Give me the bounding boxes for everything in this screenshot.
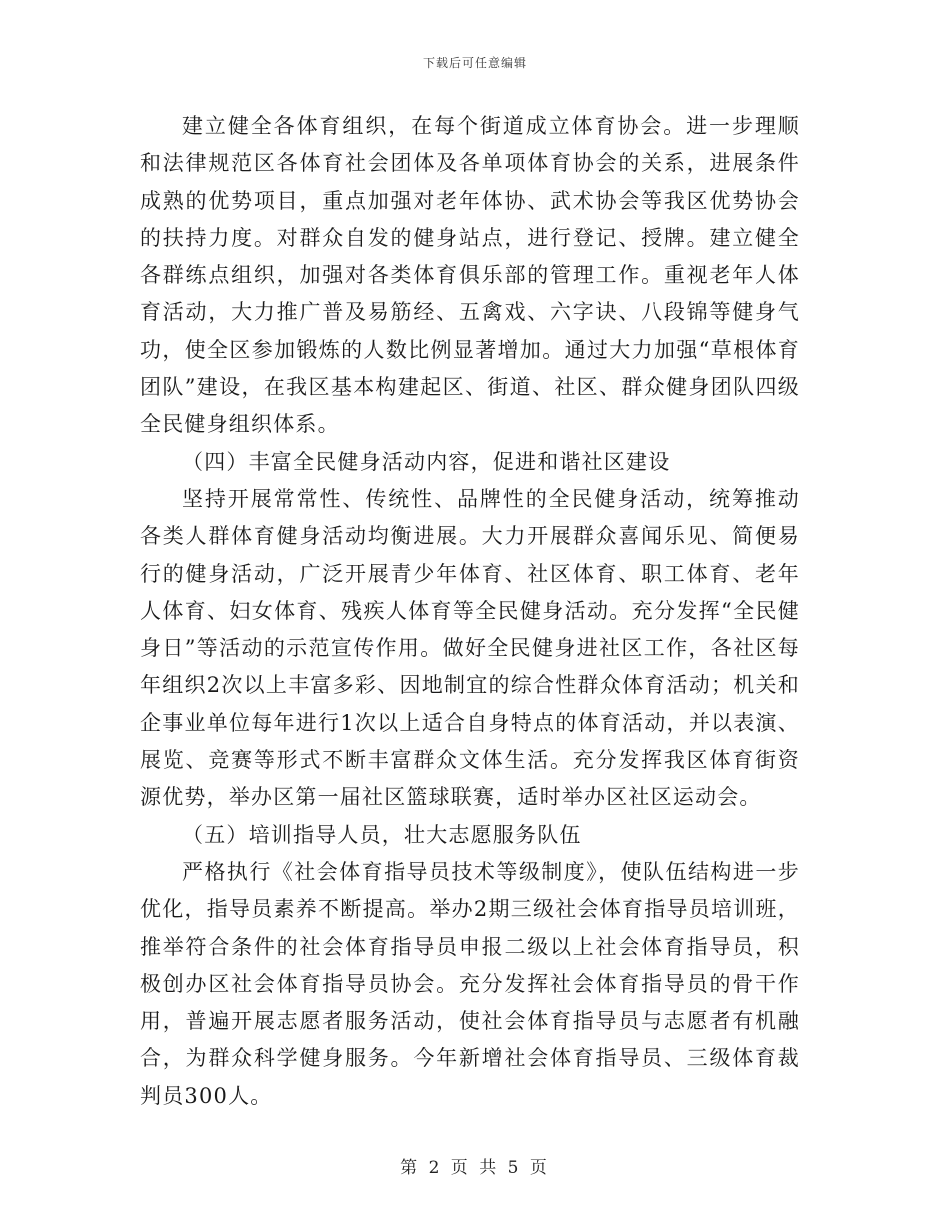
paragraph-organizations: 建立健全各体育组织，在每个街道成立体育协会。进一步理顺和法律规范区各体育社会团体及各单项体育协会的关系，进展条件成熟的优势项目，重点加强对老年体协、武术协会等我区优势协会的扶持力度。对群众自发的健身站点，进行登记、授牌。建立健全各群练点组织，加强对各类体育俱乐部的管理工作。重视老年人体育活动，大力推广普及易筋经、五禽戏、六字诀、八段锦等健身气功，使全区参加锻炼的人数比例显著增加。通过大力加强“草根体育团队”建设，在我区基本构建起区、街道、社区、群众健身团队四级全民健身组织体系。 [140, 114, 800, 437]
section-heading-5: （五）培训指导人员，壮大志愿服务队伍 [182, 822, 582, 847]
paragraph-activities: 坚持开展常常性、传统性、品牌性的全民健身活动，统筹推动各类人群体育健身活动均衡进展。大力开展群众喜闻乐见、简便易行的健身活动，广泛开展青少年体育、社区体育、职工体育、老年人体育、妇女体育、残疾人体育等全民健身活动。充分发挥“全民健身日”等活动的示范宣传作用。做好全民健身进社区工作，各社区每年组织2次以上丰富多彩、因地制宜的综合性群众体育活动；机关和企事业单位每年进行1次以上适合自身特点的体育活动，并以表演、展览、竞赛等形式不断丰富群众文体生活。充分发挥我区体育街资源优势，举办区第一届社区篮球联赛，适时举办区社区运动会。 [140, 486, 800, 810]
page-number: 第 2 页 共 5 页 [400, 1158, 550, 1178]
paragraph-instructors: 严格执行《社会体育指导员技术等级制度》，使队伍结构进一步优化，指导员素养不断提高。举办2期三级社会体育指导员培训班，推举符合条件的社会体育指导员申报二级以上社会体育指导员，积极创办区社会体育指导员协会。充分发挥社会体育指导员的骨干作用，普遍开展志愿者服务活动，使社会体育指导员与志愿者有机融合，为群众科学健身服务。今年新增社会体育指导员、三级体育裁判员300人。 [140, 859, 800, 1108]
page-header: 下载后可任意编辑 [422, 56, 527, 70]
section-heading-4: （四）丰富全民健身活动内容，促进和谐社区建设 [182, 449, 671, 474]
document-body [140, 108, 800, 1115]
